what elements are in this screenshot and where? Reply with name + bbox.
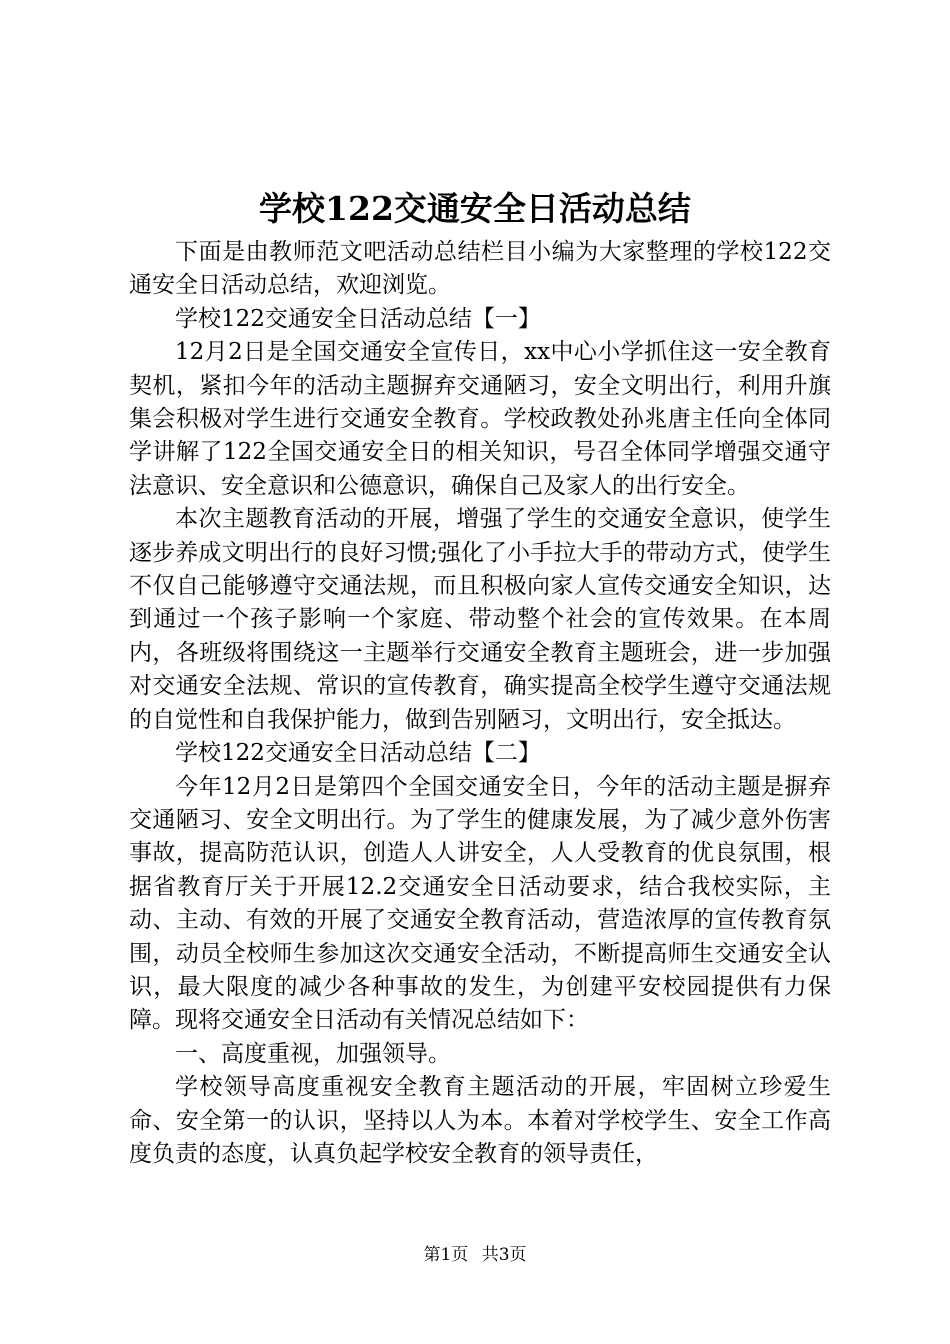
page-total: 共3页 [481, 1245, 527, 1265]
document-title: 学校122交通安全日活动总结 [259, 189, 691, 228]
page-number: 第1页 [423, 1245, 469, 1265]
document-body [129, 236, 831, 1171]
section-heading-2: 学校122交通安全日活动总结【二】 [175, 740, 541, 767]
page-footer [0, 1243, 950, 1267]
intro-paragraph: 下面是由教师范文吧活动总结栏目小编为大家整理的学校122交通安全日活动总结，欢迎浏览。 [129, 239, 831, 299]
section-heading-1: 学校122交通安全日活动总结【一】 [175, 305, 541, 332]
subsection-heading: 一、高度重视，加强领导。 [175, 1040, 451, 1067]
body-paragraph: 12月2日是全国交通安全宣传日，xx中心小学抓住这一安全教育契机，紧扣今年的活动主题摒弃交通陋习，安全文明出行，利用升旗集会积极对学生进行交通安全教育。学校政教处孙兆唐主任向全体同学讲解了122全国交通安全日的相关知识，号召全体同学增强交通守法意识、安全意识和公德意识，确保自己及家人的出行安全。 [129, 339, 831, 499]
body-paragraph: 本次主题教育活动的开展，增强了学生的交通安全意识，使学生逐步养成文明出行的良好习惯;强化了小手拉大手的带动方式，使学生不仅自己能够遵守交通法规，而且积极向家人宣传交通安全知识，达到通过一个孩子影响一个家庭、带动整个社会的宣传效果。在本周内，各班级将围绕这一主题举行交通安全教育主题班会，进一步加强对交通安全法规、常识的宣传教育，确实提高全校学生遵守交通法规的自觉性和自我保护能力，做到告别陋习，文明出行，安全抵达。 [129, 506, 831, 733]
body-paragraph: 今年12月2日是第四个全国交通安全日，今年的活动主题是摒弃交通陋习、安全文明出行。为了学生的健康发展，为了减少意外伤害事故，提高防范认识，创造人人讲安全，人人受教育的优良氛围，根据省教育厅关于开展12.2交通安全日活动要求，结合我校实际，主动、主动、有效的开展了交通安全教育活动，营造浓厚的宣传教育氛围，动员全校师生参加这次交通安全活动，不断提高师生交通安全认识，最大限度的减少各种事故的发生，为创建平安校园提供有力保障。现将交通安全日活动有关情况总结如下： [129, 773, 831, 1034]
body-paragraph: 学校领导高度重视安全教育主题活动的开展，牢固树立珍爱生命、安全第一的认识，坚持以人为本。本着对学校学生、安全工作高度负责的态度，认真负起学校安全教育的领导责任， [129, 1074, 831, 1167]
